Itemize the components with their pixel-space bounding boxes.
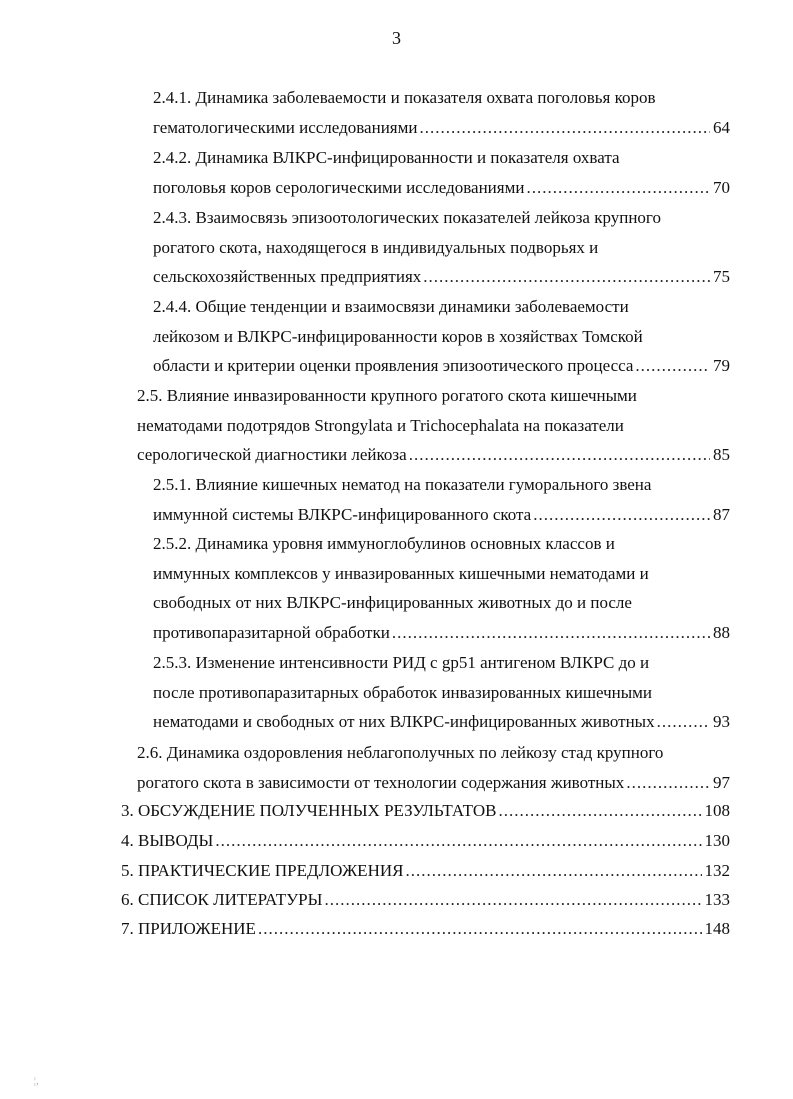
toc-entry[interactable] [137, 772, 730, 794]
dot-leader [392, 622, 710, 644]
dot-leader [657, 711, 710, 733]
dot-leader [498, 800, 701, 822]
toc-entry-title: области и критерии оценки проявления эпизоотического процесса [153, 356, 634, 376]
toc-page-number: 132 [704, 861, 730, 880]
toc-entry-line: 2.4.3. Взаимосвязь эпизоотологических показателей лейкоза крупного [153, 208, 661, 227]
toc-entry-line: 2.6. Динамика оздоровления неблагополучных по лейкозу стад крупного [137, 743, 664, 762]
toc-entry[interactable] [121, 918, 730, 940]
toc-entry-title: иммунной системы ВЛКРС-инфицированного скота [153, 504, 532, 524]
toc-page-number: 85 [713, 445, 730, 465]
toc-page-number: 108 [704, 801, 730, 820]
toc-entry-line: 2.5.3. Изменение интенсивности РИД с gp51 антигеном ВЛКРС до и [153, 653, 650, 672]
toc-entry-title: поголовья коров серологическими исследованиями [153, 177, 525, 197]
dot-leader [419, 117, 710, 139]
toc-page-number: 148 [704, 919, 730, 938]
dot-leader [533, 504, 710, 526]
toc-page-number: 79 [713, 356, 730, 376]
toc-entry[interactable] [153, 622, 730, 644]
toc-entry-title: 7. ПРИЛОЖЕНИЕ [121, 919, 256, 938]
toc-entry-line: свободных от них ВЛКРС-инфицированных животных до и после [153, 593, 632, 613]
toc-entry[interactable] [121, 800, 730, 822]
toc-entry-line: 2.5.2. Динамика уровня иммуноглобулинов основных классов и [153, 534, 615, 553]
toc-entry-line: 2.5.1. Влияние кишечных нематод на показатели гуморального звена [153, 475, 652, 494]
page-number: 3 [392, 28, 401, 48]
toc-entry-line: 2.4.1. Динамика заболеваемости и показателя охвата поголовья коров [153, 88, 656, 107]
toc-entry[interactable] [121, 860, 730, 882]
toc-entry-line: рогатого скота, находящегося в индивидуальных подворьях и [153, 237, 599, 257]
toc-entry-title: противопаразитарной обработки [153, 623, 390, 643]
dot-leader [258, 918, 702, 940]
toc-entry[interactable] [153, 355, 730, 377]
dot-leader [626, 772, 710, 794]
toc-page-number: 130 [704, 831, 730, 850]
dot-leader [423, 266, 710, 288]
toc-entry-title: сельскохозяйственных предприятиях [153, 267, 422, 287]
toc-entry-title: рогатого скота в зависимости от технологии содержания животных [137, 772, 625, 792]
toc-page-number: 97 [713, 772, 730, 792]
toc-entry-line: после противопаразитарных обработок инвазированных кишечными [153, 682, 653, 702]
dot-leader [409, 444, 710, 466]
toc-page-number: 75 [713, 267, 730, 287]
toc-entry[interactable] [121, 889, 730, 911]
toc-entry-line: иммунных комплексов у инвазированных кишечными нематодами и [153, 563, 649, 583]
dot-leader [635, 355, 710, 377]
dot-leader [405, 860, 701, 882]
toc-entry-title: 5. ПРАКТИЧЕСКИЕ ПРЕДЛОЖЕНИЯ [121, 861, 404, 880]
toc-entry[interactable] [121, 830, 730, 852]
toc-page-number: 87 [713, 504, 730, 524]
toc-entry[interactable] [153, 117, 730, 139]
toc-entry[interactable] [153, 266, 730, 288]
toc-entry[interactable] [137, 444, 730, 466]
toc-entry-title: 6. СПИСОК ЛИТЕРАТУРЫ [121, 890, 323, 909]
toc-entry-title: гематологическими исследованиями [153, 117, 418, 137]
toc-page-number: 70 [713, 177, 730, 197]
toc-entry-title: 4. ВЫВОДЫ [121, 831, 214, 850]
toc-entry-line: 2.4.2. Динамика ВЛКРС-инфицированности и показателя охвата [153, 148, 620, 167]
toc-entry-title: серологической диагностики лейкоза [137, 445, 407, 465]
toc-page-number: 93 [713, 712, 730, 732]
toc-entry-title: 3. ОБСУЖДЕНИЕ ПОЛУЧЕННЫХ РЕЗУЛЬТАТОВ [121, 801, 497, 820]
toc-entry-line: нематодами подотрядов Strongylata и Trichocephalata на показатели [137, 415, 624, 435]
toc-page-number: 133 [704, 890, 730, 909]
toc-entry-line: 2.5. Влияние инвазированности крупного рогатого скота кишечными [137, 386, 637, 405]
dot-leader [324, 889, 701, 911]
toc-entry[interactable] [153, 504, 730, 526]
dot-leader [526, 177, 710, 199]
scan-artifact: ¦‚ [34, 1076, 39, 1086]
toc-entry[interactable] [153, 177, 730, 199]
toc-page-number: 88 [713, 623, 730, 643]
toc-entry-line: 2.4.4. Общие тенденции и взаимосвязи динамики заболеваемости [153, 297, 629, 316]
toc-entry-title: нематодами и свободных от них ВЛКРС-инфицированных животных [153, 712, 655, 732]
toc-entry-line: лейкозом и ВЛКРС-инфицированности коров в хозяйствах Томской [153, 326, 643, 346]
dot-leader [215, 830, 701, 852]
toc-entry[interactable] [153, 711, 730, 733]
toc-page-number: 64 [713, 117, 730, 137]
